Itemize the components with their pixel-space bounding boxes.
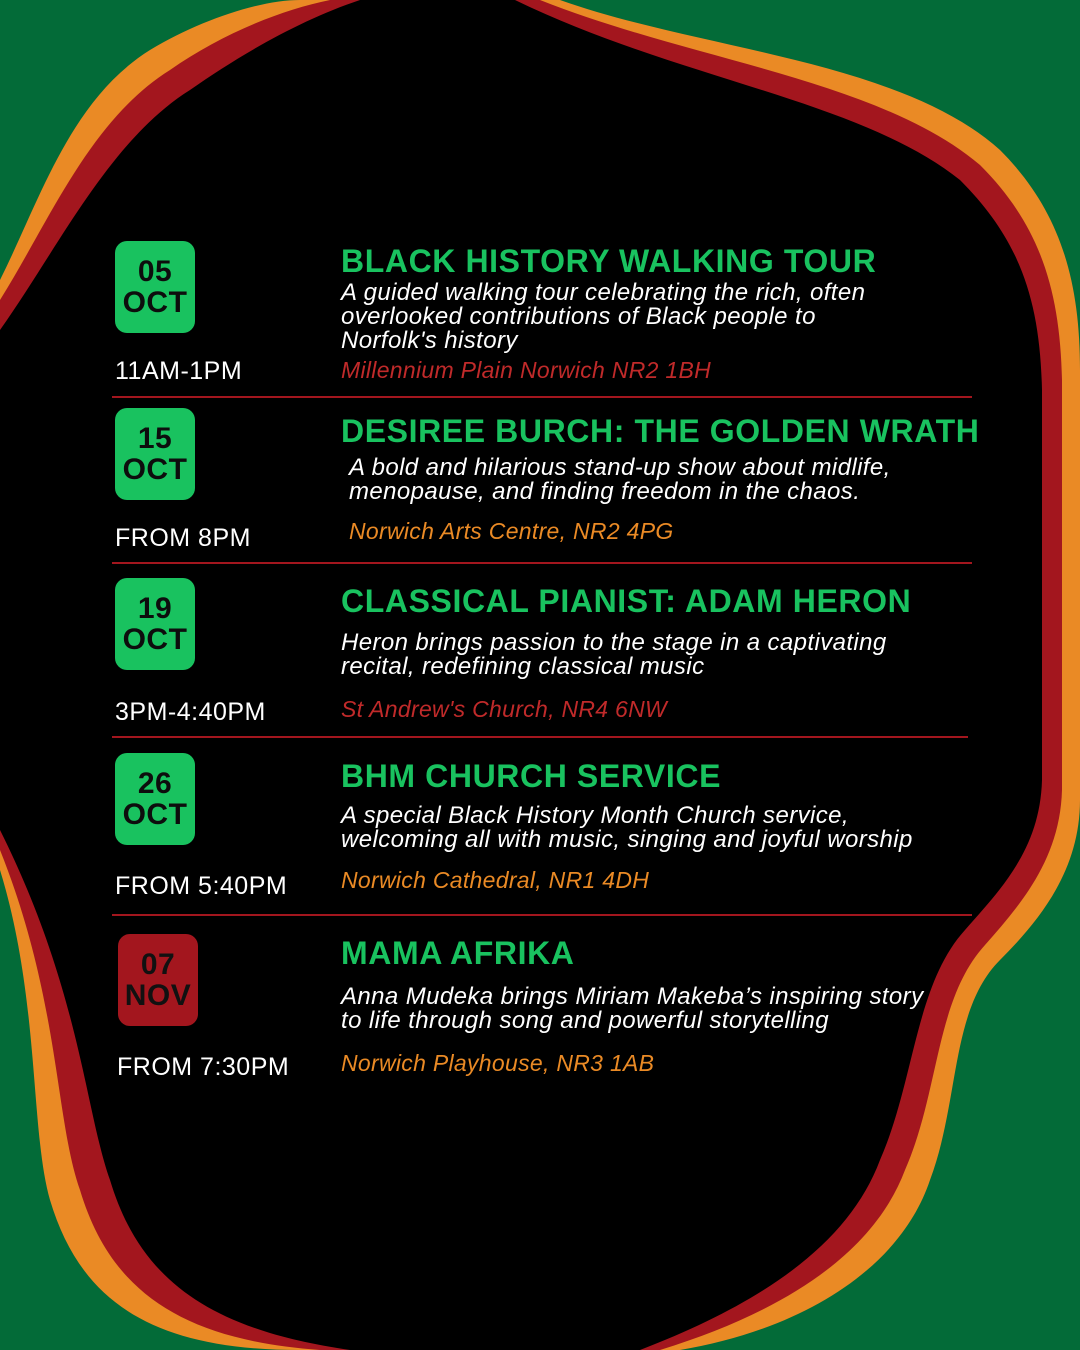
event-description bbox=[341, 281, 865, 353]
event-time: FROM 7:30PM bbox=[117, 1053, 290, 1081]
description-line: to life through song and powerful storytelling bbox=[341, 1007, 830, 1034]
date-badge bbox=[118, 934, 198, 1026]
event-venue: Millennium Plain Norwich NR2 1BH bbox=[341, 357, 712, 383]
event-divider bbox=[112, 396, 972, 398]
date-day: 19 bbox=[137, 592, 173, 625]
description-line: Norfolk's history bbox=[341, 327, 518, 354]
date-month: OCT bbox=[122, 453, 188, 486]
event-time: FROM 8PM bbox=[115, 524, 251, 552]
event-description bbox=[341, 804, 913, 852]
event-venue: St Andrew's Church, NR4 6NW bbox=[341, 696, 668, 722]
event-description bbox=[341, 631, 887, 679]
description-line: welcoming all with music, singing and joyful worship bbox=[341, 826, 913, 853]
event-description bbox=[349, 456, 891, 504]
event-time: FROM 5:40PM bbox=[115, 872, 288, 900]
event-title: BLACK HISTORY WALKING TOUR bbox=[341, 243, 877, 279]
date-badge bbox=[115, 241, 195, 333]
event-description bbox=[341, 985, 923, 1033]
event-time: 11AM-1PM bbox=[115, 357, 243, 385]
date-month: OCT bbox=[122, 286, 188, 319]
event-title: DESIREE BURCH: THE GOLDEN WRATH bbox=[341, 413, 980, 449]
event-venue: Norwich Arts Centre, NR2 4PG bbox=[349, 518, 674, 544]
event-time: 3PM-4:40PM bbox=[115, 698, 266, 726]
date-badge bbox=[115, 408, 195, 500]
event-divider bbox=[112, 562, 972, 564]
description-line: recital, redefining classical music bbox=[341, 653, 705, 680]
description-line: overlooked contributions of Black people to bbox=[341, 303, 816, 330]
event-venue: Norwich Playhouse, NR3 1AB bbox=[341, 1050, 655, 1076]
description-line: A guided walking tour celebrating the rich, often bbox=[341, 279, 866, 306]
date-month: OCT bbox=[122, 798, 188, 831]
description-line: Anna Mudeka brings Miriam Makeba’s inspiring story bbox=[341, 983, 924, 1010]
event-divider bbox=[112, 736, 968, 738]
date-month: NOV bbox=[124, 979, 192, 1012]
description-line: menopause, and finding freedom in the chaos. bbox=[349, 478, 861, 505]
description-line: A special Black History Month Church service, bbox=[341, 802, 849, 829]
date-day: 07 bbox=[140, 948, 176, 981]
date-badge bbox=[115, 753, 195, 845]
date-month: OCT bbox=[122, 623, 188, 656]
event-title: BHM CHURCH SERVICE bbox=[341, 758, 722, 794]
event-title: CLASSICAL PIANIST: ADAM HERON bbox=[341, 583, 912, 619]
description-line: A bold and hilarious stand-up show about midlife, bbox=[349, 454, 891, 481]
event-divider bbox=[112, 914, 972, 916]
date-day: 15 bbox=[137, 422, 173, 455]
date-day: 05 bbox=[137, 255, 173, 288]
event-title: MAMA AFRIKA bbox=[341, 935, 575, 971]
date-day: 26 bbox=[137, 767, 173, 800]
description-line: Heron brings passion to the stage in a captivating bbox=[341, 629, 887, 656]
event-venue: Norwich Cathedral, NR1 4DH bbox=[341, 867, 650, 893]
date-badge bbox=[115, 578, 195, 670]
